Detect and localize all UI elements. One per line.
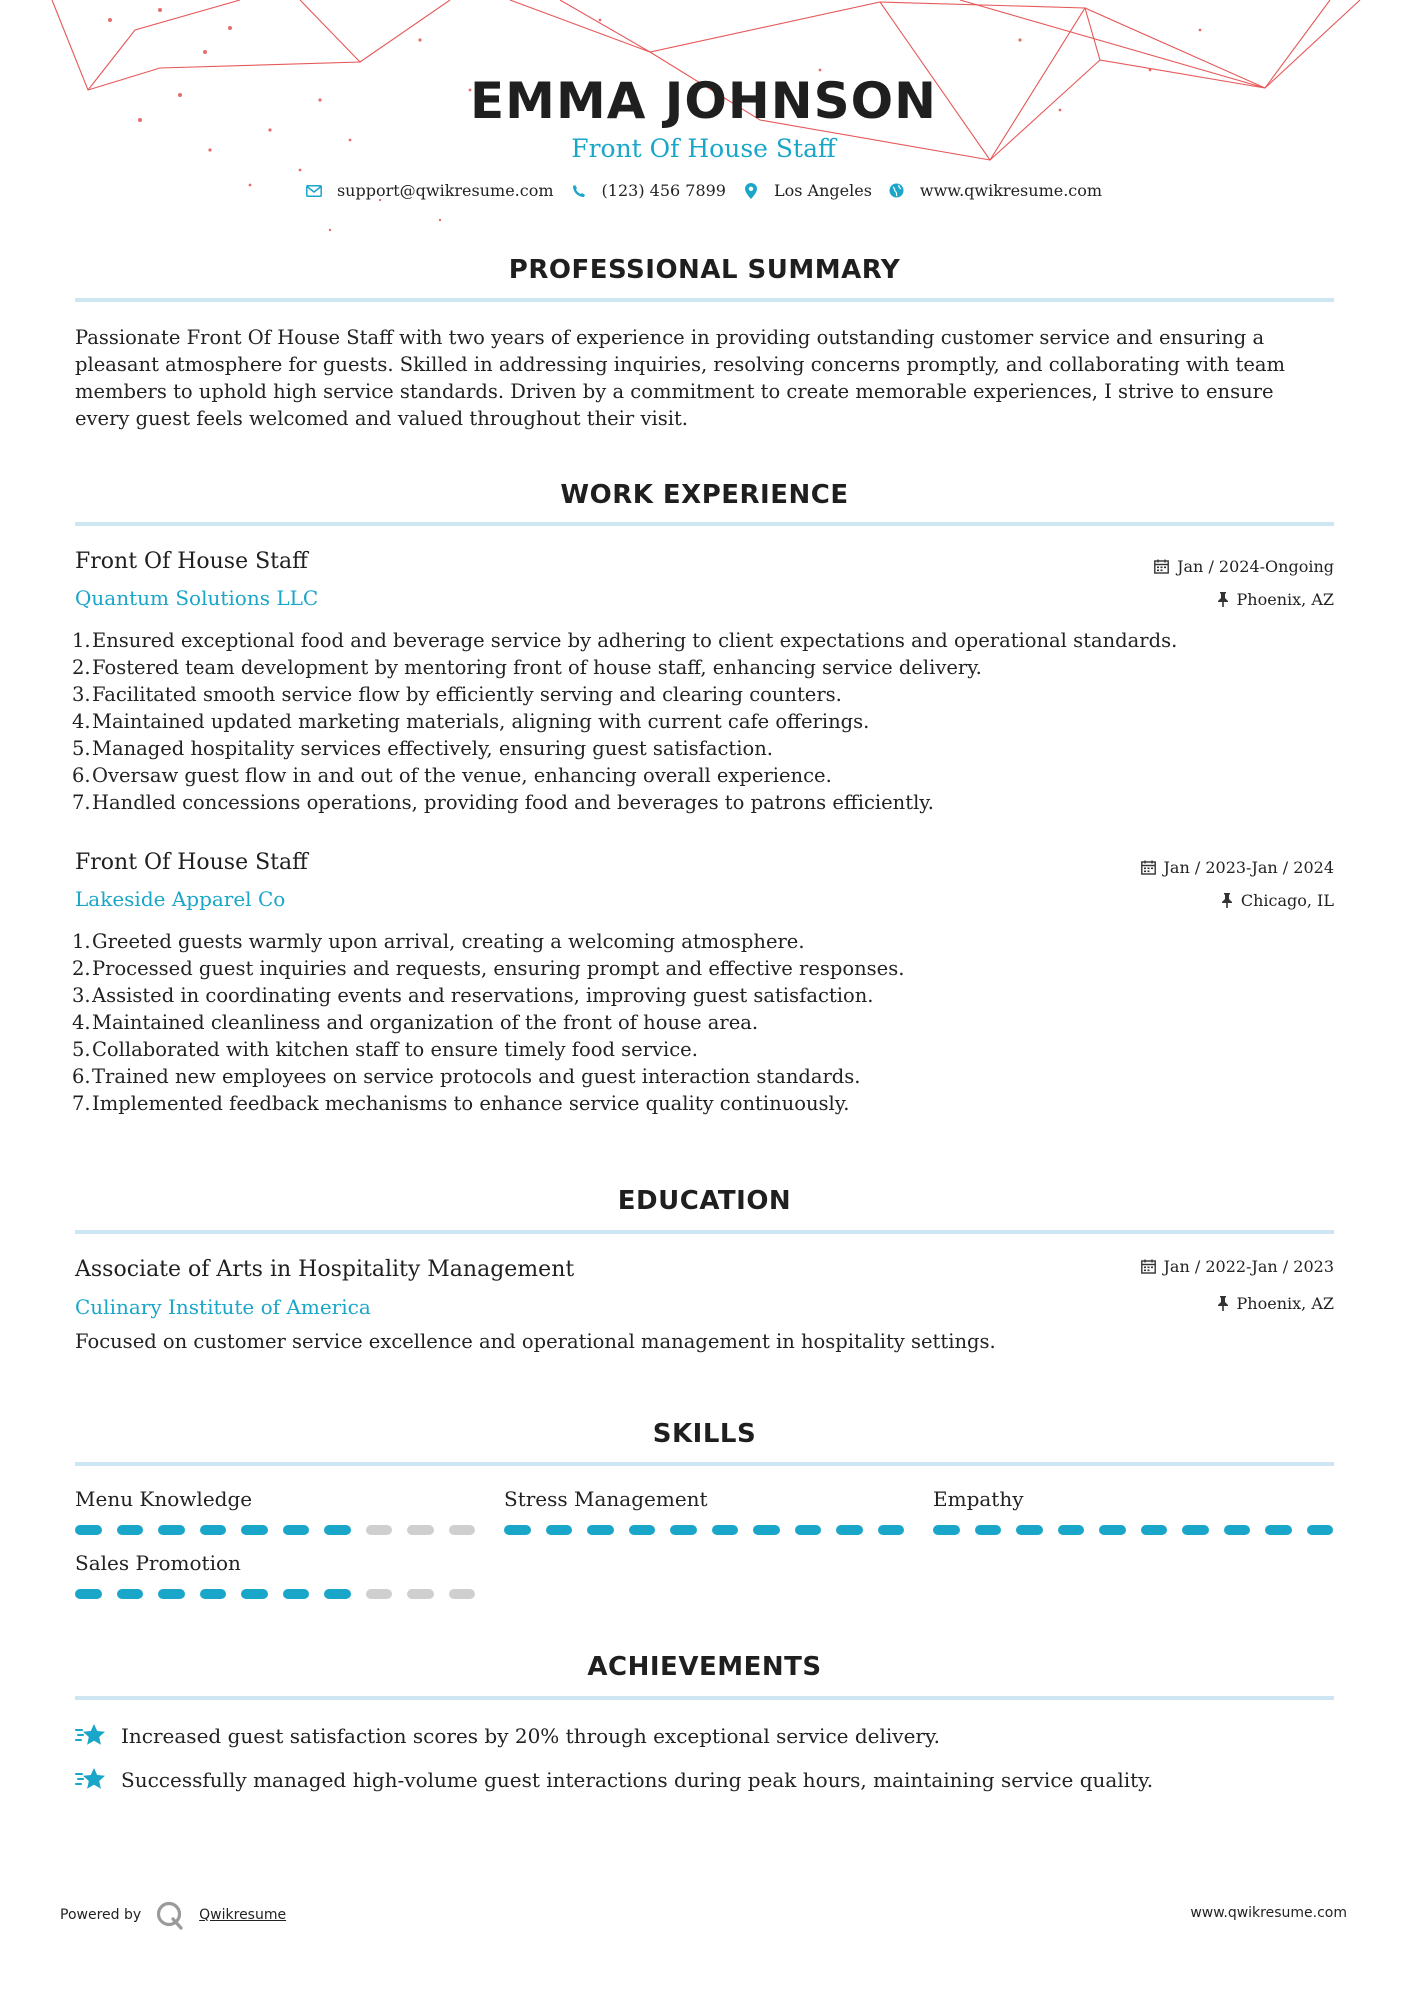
skill-level-bar — [75, 1525, 475, 1535]
candidate-name: EMMA JOHNSON — [470, 72, 937, 130]
degree-title: Associate of Arts in Hospitality Management — [75, 1257, 575, 1282]
skill-dot-filled — [629, 1525, 656, 1535]
skill-dot-filled — [75, 1589, 102, 1599]
star-icon — [75, 1722, 107, 1750]
pushpin-icon — [1221, 893, 1233, 908]
qwikresume-logo-icon — [155, 1900, 185, 1930]
skill-dot-empty — [366, 1589, 393, 1599]
email-text: support@qwikresume.com — [336, 181, 554, 200]
footer-branding — [60, 1900, 286, 1930]
list-item: 7. Handled concessions operations, providing food and beverages to patrons efficiently. — [72, 791, 934, 814]
achievements-heading: ACHIEVEMENTS — [587, 1652, 822, 1682]
skill-dot-filled — [975, 1525, 1002, 1535]
skill-dot-filled — [546, 1525, 573, 1535]
job-location-text: Phoenix, AZ — [1236, 590, 1334, 609]
phone-text: (123) 456 7899 — [601, 181, 726, 200]
skill-item — [75, 1551, 475, 1599]
skill-dot-filled — [836, 1525, 863, 1535]
list-item: 6. Oversaw guest flow in and out of the venue, enhancing overall experience. — [72, 764, 832, 787]
skill-dot-filled — [200, 1589, 227, 1599]
skill-name: Stress Management — [504, 1487, 708, 1511]
skills-divider — [75, 1462, 1334, 1466]
contact-location — [742, 181, 872, 200]
skill-dot-filled — [670, 1525, 697, 1535]
skill-item — [504, 1487, 904, 1535]
skill-dot-empty — [449, 1589, 476, 1599]
contact-website[interactable] — [888, 181, 1102, 200]
job-company: Lakeside Apparel Co — [75, 887, 286, 911]
skill-dot-filled — [241, 1589, 268, 1599]
skill-dot-filled — [158, 1589, 185, 1599]
job-dates-text: Jan / 2023-Jan / 2024 — [1163, 858, 1334, 877]
skills-heading: SKILLS — [652, 1419, 757, 1449]
skill-dot-empty — [366, 1525, 393, 1535]
phone-icon — [570, 182, 588, 200]
job-title: Front Of House Staff — [75, 549, 308, 574]
skill-dot-filled — [1182, 1525, 1209, 1535]
calendar-icon — [1141, 1259, 1156, 1274]
location-text: Los Angeles — [773, 181, 872, 200]
contact-phone[interactable] — [570, 181, 726, 200]
skill-dot-empty — [407, 1525, 434, 1535]
list-item: 1. Ensured exceptional food and beverage service by adhering to client expectations and operational standards. — [72, 629, 1178, 652]
education-heading: EDUCATION — [617, 1186, 792, 1216]
calendar-icon — [1154, 559, 1169, 574]
footer-website-link[interactable]: www.qwikresume.com — [1190, 1905, 1347, 1921]
contact-email[interactable] — [305, 181, 554, 200]
skill-dot-filled — [1265, 1525, 1292, 1535]
list-item: 4. Maintained cleanliness and organization of the front of house area. — [72, 1011, 759, 1034]
job-location-text: Chicago, IL — [1240, 891, 1334, 910]
summary-divider — [75, 298, 1334, 302]
skill-item — [933, 1487, 1333, 1535]
skill-dot-filled — [117, 1525, 144, 1535]
experience-heading: WORK EXPERIENCE — [560, 480, 849, 510]
skill-dot-filled — [1141, 1525, 1168, 1535]
summary-text: Passionate Front Of House Staff with two years of experience in providing outstanding customer service and ensuring a pleasant atmosphere for guests. Skilled in addressing inquiries, resolving concerns promptly, and collaborating with team members to uphold high service standards. Driven by a commitment to create memorable experiences, I strive to ensure every guest feels welcomed and valued throughout their visit. — [75, 326, 1286, 430]
skill-dot-filled — [1016, 1525, 1043, 1535]
qwikresume-link[interactable]: Qwikresume — [199, 1907, 287, 1923]
skill-dot-filled — [283, 1525, 310, 1535]
education-location-text: Phoenix, AZ — [1236, 1294, 1334, 1313]
star-icon — [75, 1766, 107, 1794]
job-company: Quantum Solutions LLC — [75, 586, 319, 610]
envelope-icon — [305, 182, 323, 200]
job-title: Front Of House Staff — [75, 850, 308, 875]
calendar-icon — [1141, 860, 1156, 875]
job-dates-text: Jan / 2024-Ongoing — [1177, 557, 1334, 576]
list-item: 7. Implemented feedback mechanisms to enhance service quality continuously. — [72, 1092, 850, 1115]
job-duties — [72, 928, 1334, 1117]
candidate-role: Front Of House Staff — [571, 134, 836, 163]
list-item: 5. Collaborated with kitchen staff to ensure timely food service. — [72, 1038, 698, 1061]
list-item: 4. Maintained updated marketing materials, aligning with current cafe offerings. — [72, 710, 870, 733]
skill-dot-filled — [1058, 1525, 1085, 1535]
skill-dot-filled — [753, 1525, 780, 1535]
skill-dot-filled — [587, 1525, 614, 1535]
skill-dot-filled — [283, 1589, 310, 1599]
skill-dot-filled — [200, 1525, 227, 1535]
job-duties — [72, 627, 1334, 816]
achievement-item — [75, 1766, 1153, 1794]
education-divider — [75, 1230, 1334, 1234]
skill-dot-empty — [407, 1589, 434, 1599]
experience-divider — [75, 522, 1334, 526]
job-dates — [1154, 557, 1334, 576]
education-description: Focused on customer service excellence and operational management in hospitality settings. — [75, 1330, 996, 1353]
skill-dot-filled — [878, 1525, 905, 1535]
skill-dot-filled — [504, 1525, 531, 1535]
pushpin-icon — [1217, 1296, 1229, 1311]
skill-level-bar — [504, 1525, 904, 1535]
skill-dot-filled — [1224, 1525, 1251, 1535]
skill-dot-filled — [1099, 1525, 1126, 1535]
skill-item — [75, 1487, 475, 1535]
achievement-text: Successfully managed high-volume guest interactions during peak hours, maintaining service quality. — [121, 1768, 1154, 1792]
job-location — [1221, 891, 1334, 910]
skill-level-bar — [75, 1589, 475, 1599]
skill-name: Empathy — [933, 1487, 1024, 1511]
list-item: 3. Facilitated smooth service flow by efficiently serving and clearing counters. — [72, 683, 842, 706]
achievement-text: Increased guest satisfaction scores by 20% through exceptional service delivery. — [121, 1724, 940, 1748]
skill-dot-filled — [712, 1525, 739, 1535]
pushpin-icon — [1217, 592, 1229, 607]
skill-dot-empty — [449, 1525, 476, 1535]
skill-dot-filled — [75, 1525, 102, 1535]
skill-dot-filled — [1307, 1525, 1334, 1535]
skill-dot-filled — [795, 1525, 822, 1535]
skill-dot-filled — [158, 1525, 185, 1535]
summary-heading: PROFESSIONAL SUMMARY — [508, 255, 901, 285]
skill-dot-filled — [933, 1525, 960, 1535]
list-item: 2. Processed guest inquiries and requests, ensuring prompt and effective responses. — [72, 957, 905, 980]
skill-dot-filled — [117, 1589, 144, 1599]
education-dates-text: Jan / 2022-Jan / 2023 — [1163, 1257, 1334, 1276]
skill-dot-filled — [324, 1525, 351, 1535]
website-text: www.qwikresume.com — [919, 181, 1103, 200]
skill-name: Sales Promotion — [75, 1551, 241, 1575]
globe-icon — [888, 182, 906, 200]
job-dates — [1141, 858, 1334, 877]
list-item: 2. Fostered team development by mentoring front of house staff, enhancing service delivery. — [72, 656, 982, 679]
list-item: 1. Greeted guests warmly upon arrival, creating a welcoming atmosphere. — [72, 930, 805, 953]
education-location — [1217, 1294, 1334, 1313]
map-pin-icon — [742, 182, 760, 200]
list-item: 6. Trained new employees on service protocols and guest interaction standards. — [72, 1065, 861, 1088]
skill-dot-filled — [324, 1589, 351, 1599]
achievement-item — [75, 1722, 940, 1750]
skill-name: Menu Knowledge — [75, 1487, 253, 1511]
job-location — [1217, 590, 1334, 609]
list-item: 3. Assisted in coordinating events and reservations, improving guest satisfaction. — [72, 984, 874, 1007]
skill-dot-filled — [241, 1525, 268, 1535]
achievements-divider — [75, 1696, 1334, 1700]
list-item: 5. Managed hospitality services effectively, ensuring guest satisfaction. — [72, 737, 773, 760]
contact-bar — [0, 181, 1407, 200]
resume-header — [0, 72, 1407, 200]
education-dates — [1141, 1257, 1334, 1276]
powered-by-label: Powered by — [60, 1907, 142, 1923]
skill-level-bar — [933, 1525, 1333, 1535]
school-name: Culinary Institute of America — [75, 1295, 371, 1319]
